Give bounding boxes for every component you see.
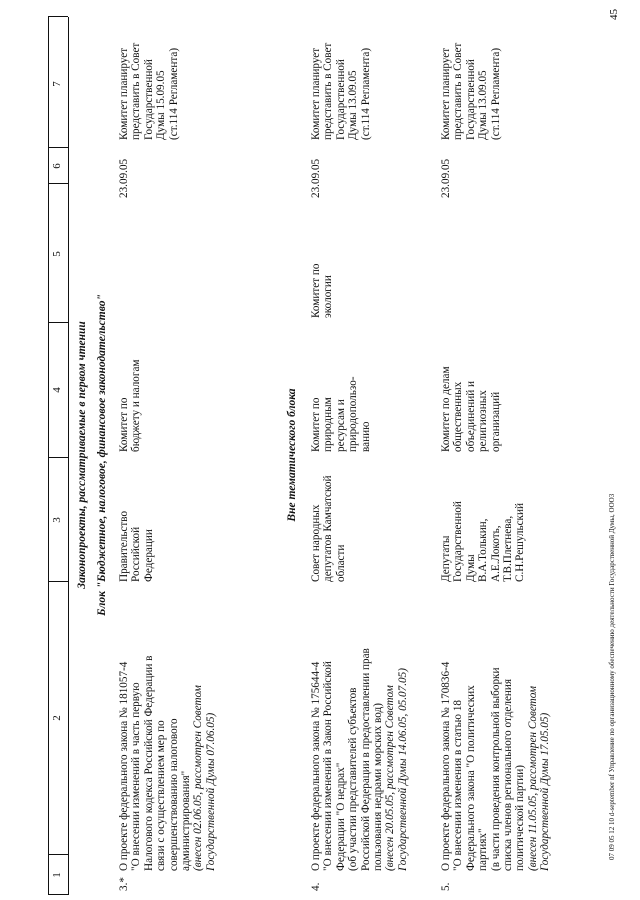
column-divider xyxy=(48,183,68,184)
bill-initiator: Правительство Российской Федерации xyxy=(118,510,155,582)
column-number: 5 xyxy=(51,251,63,257)
bill-title: О проекте федерального закона № 175644-4 "О внесении изменений в Закон Российской Федерации "О недрах" (об участии представителей субъектов Российской Федерации в предоставлении прав пользования недрами морских вод) (внесен 20.05.05, рассмотрен Советом Государственной Думы 14.06.05, 05.07.05) xyxy=(310,648,409,871)
page-number: 45 xyxy=(608,9,620,21)
consideration-date: 23.09.05 xyxy=(310,158,322,198)
column-divider xyxy=(48,581,68,582)
row-number: 3.* xyxy=(118,877,130,891)
committee-plan: Комитет планирует представить в Совет Государственной Думы 13.09.05 (ст.114 Регламента) xyxy=(440,42,502,140)
column-divider xyxy=(48,854,68,855)
offtopic-title: Вне тематического блока xyxy=(286,388,298,522)
column-divider xyxy=(48,322,68,323)
column-number: 1 xyxy=(51,872,63,878)
co-committee: Комитет по экологии xyxy=(310,263,335,318)
consideration-date: 23.09.05 xyxy=(440,158,452,198)
column-divider xyxy=(48,147,68,148)
column-divider xyxy=(48,894,68,895)
consideration-date: 23.09.05 xyxy=(118,158,130,198)
header-top-rule xyxy=(48,17,49,895)
bill-title: О проекте федерального закона № 170836-4 "О внесении изменения в статью 18 Федерального закона "О политических партиях" (в части проведения контрольной выборки списка членов регионального отделения политической партии) (внесен 11.05.05, рассмотрен Советом Государственной Думы 17.05.05) xyxy=(440,661,552,871)
row-number: 4. xyxy=(310,882,322,891)
committee-plan: Комитет планирует представить в Совет Государственной Думы 13.09.05 (ст.114 Регламента) xyxy=(310,42,372,140)
bill-initiator: Депутаты Государственной Думы В.А.Толькин, А.Е.Локоть, Т.В.Плетнева, С.Н.Решульский xyxy=(440,501,527,582)
row-number: 5. xyxy=(440,882,452,891)
committee-plan: Комитет планирует представить в Совет Государственной Думы 15.09.05 (ст.114 Регламента) xyxy=(118,42,180,140)
block-title: Блок "Бюджетное, налоговое, финансовое законодательство" xyxy=(96,294,108,616)
bill-initiator: Совет народных депутатов Камчатской области xyxy=(310,475,347,582)
column-number: 3 xyxy=(51,517,63,523)
rotated-table-sheet xyxy=(48,15,613,895)
column-divider xyxy=(48,457,68,458)
column-number: 2 xyxy=(51,715,63,721)
responsible-committee: Комитет по бюджету и налогам xyxy=(118,359,143,452)
column-number: 7 xyxy=(51,81,63,87)
column-divider xyxy=(48,16,68,17)
header-bottom-rule xyxy=(68,17,69,895)
column-number: 4 xyxy=(51,387,63,393)
column-number: 6 xyxy=(51,163,63,169)
responsible-committee: Комитет по природным ресурсам и природопользо- ванию xyxy=(310,376,372,452)
section-title: Законопроекты, рассматриваемые в первом чтении xyxy=(76,321,88,589)
bill-title: О проекте федерального закона № 181057-4 "О внесении изменений в часть первую Налогового кодекса Российской Федерации в связи с осуществлением мер по совершенствованию налогового администрирования" (внесен 02.06.05, рассмотрен Советом Государственной Думы 07.06.05) xyxy=(118,655,217,871)
footer-print-line: 07 09 05 12 10 d-september nf Управление по организационному обеспечению деятельности Государственной Думы, ООО3 xyxy=(608,493,616,860)
responsible-committee: Комитет по делам общественных объединений и религиозных организаций xyxy=(440,366,502,452)
